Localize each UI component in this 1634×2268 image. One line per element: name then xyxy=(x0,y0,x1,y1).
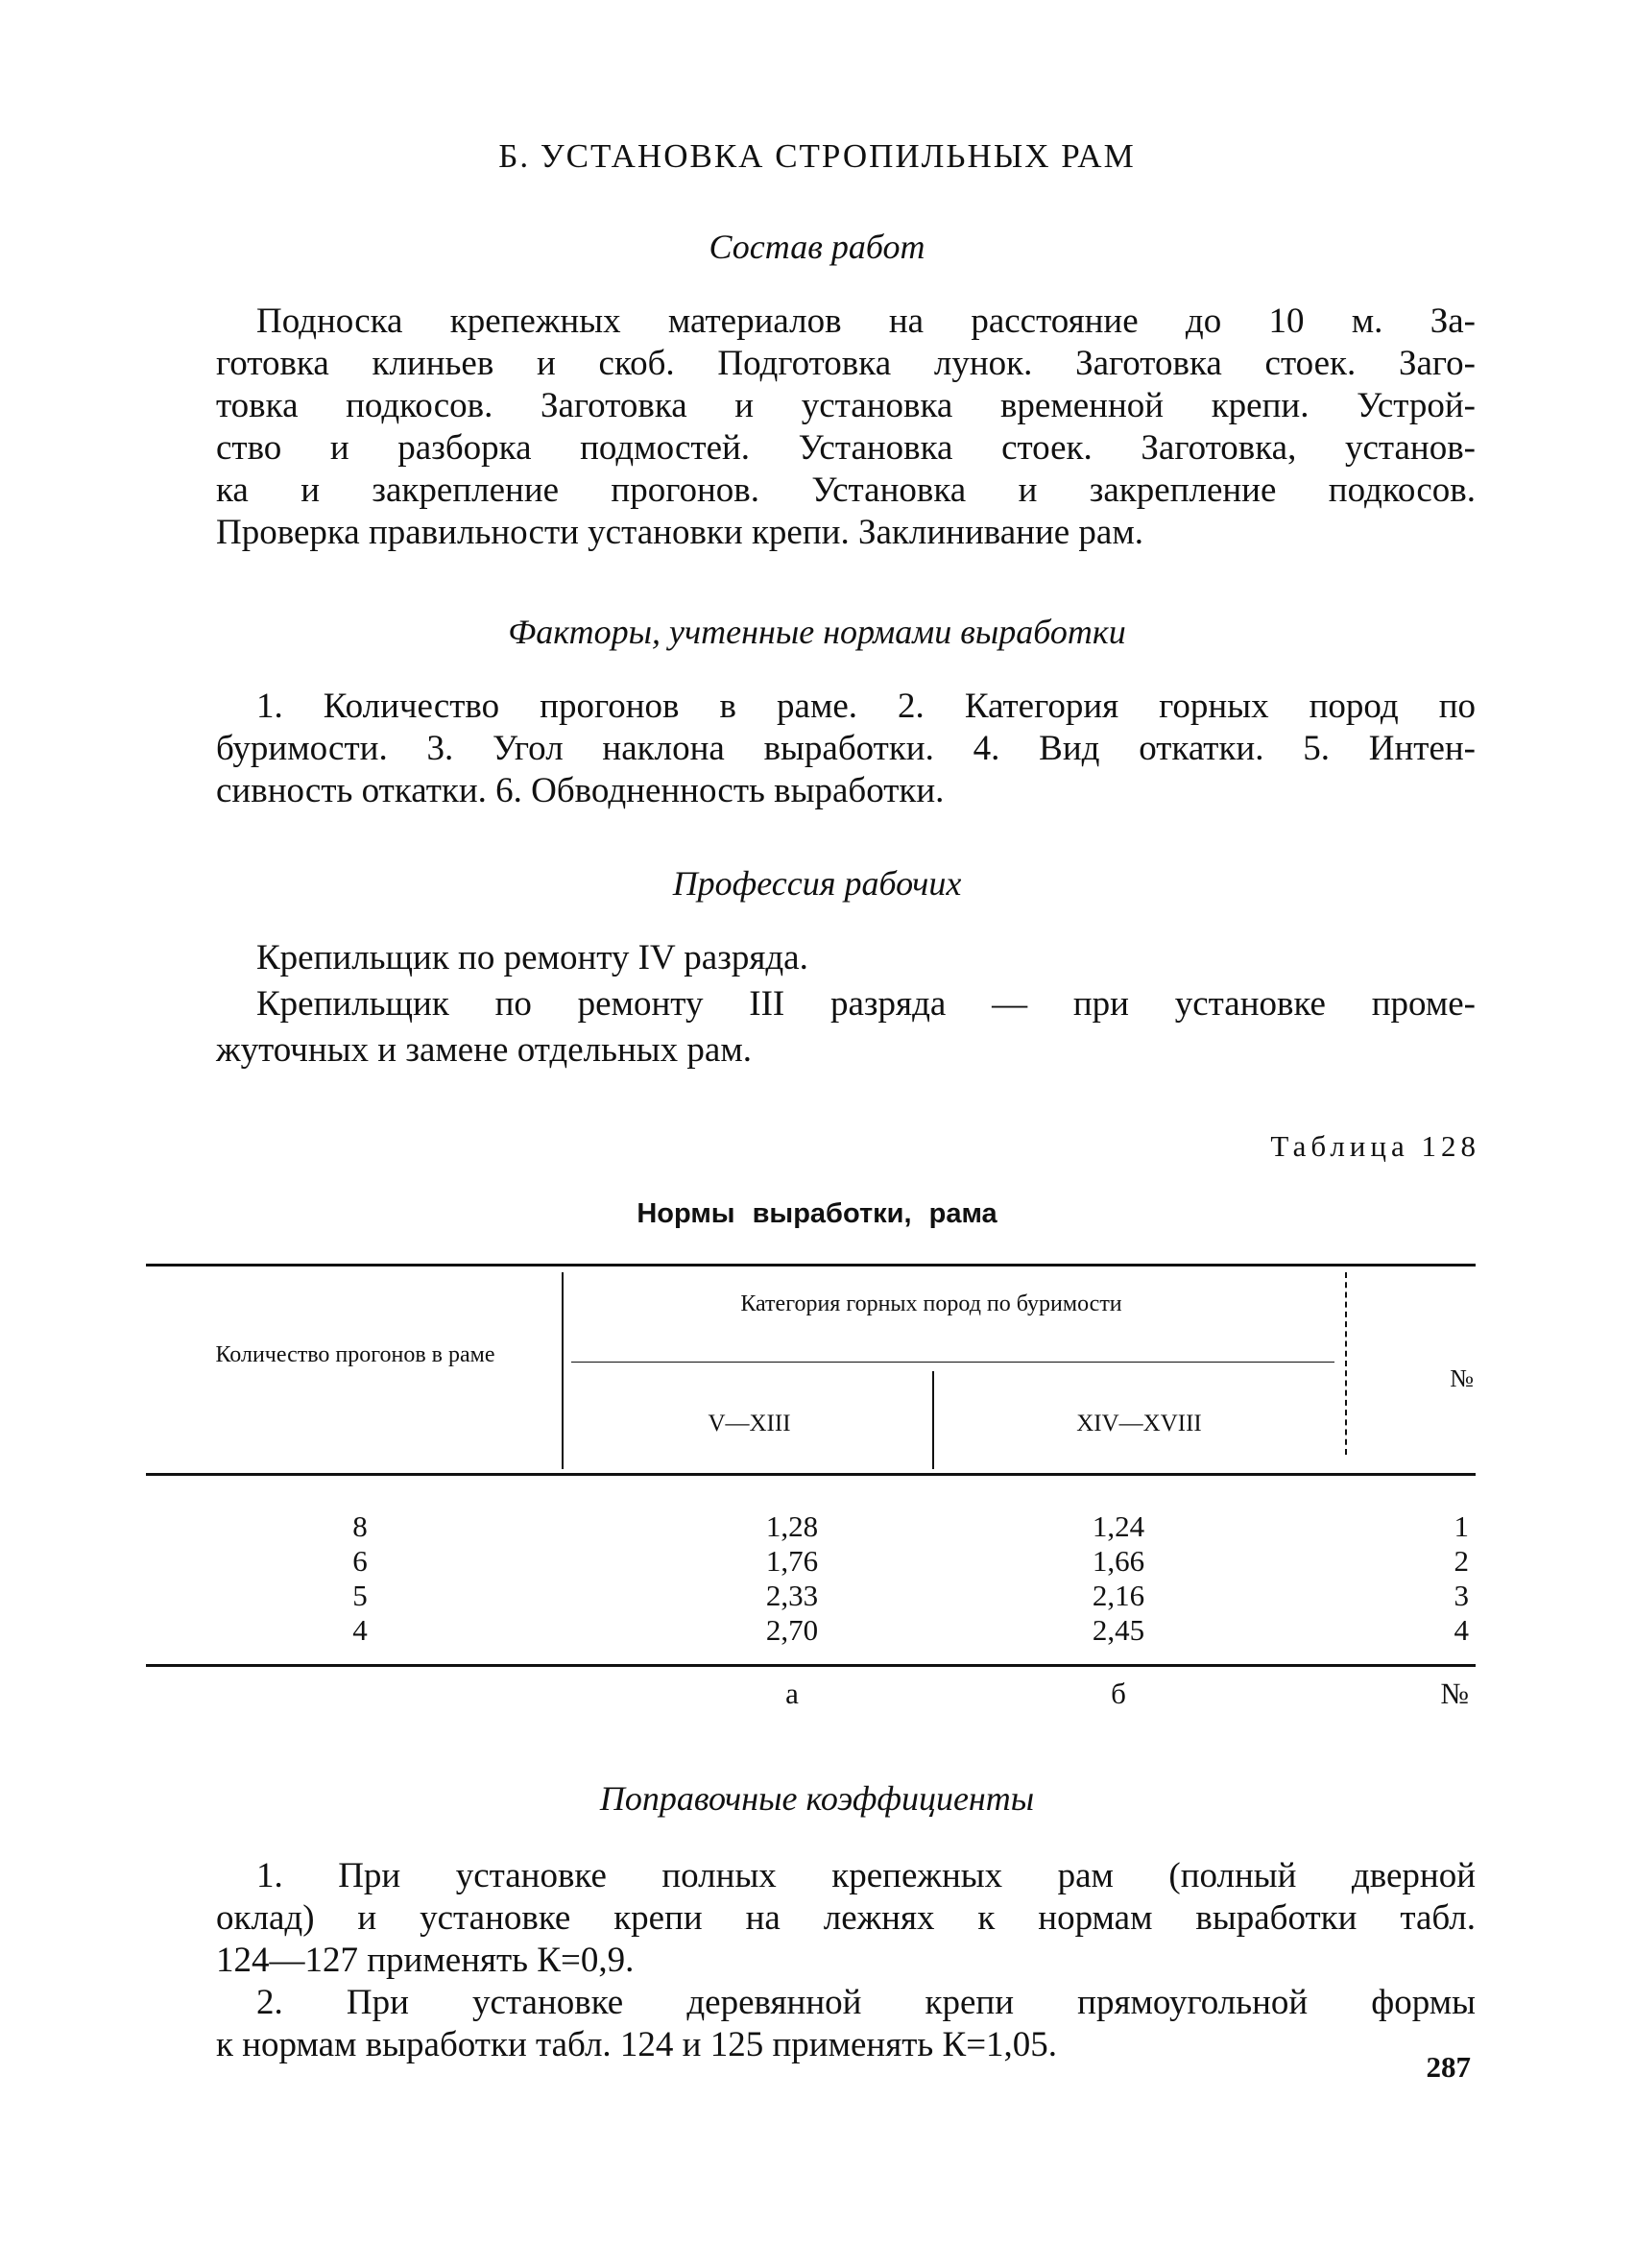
text-line: 124—127 применять К=0,9. xyxy=(216,1941,635,1980)
text-line: Крепильщик по ремонту IV разряда. xyxy=(256,938,808,977)
text-line: товка подкосов. Заготовка и установка временной крепи. Устрой- xyxy=(216,386,1476,425)
text-line: буримости. 3. Угол наклона выработки. 4. Вид откатки. 5. Интен- xyxy=(216,729,1476,768)
page-number: 287 xyxy=(1426,2050,1471,2084)
header-category: Категория горных пород по буримости xyxy=(740,1291,1122,1316)
column-divider xyxy=(1345,1272,1347,1455)
footer-no: № xyxy=(1440,1677,1469,1710)
text-line: сивность откатки. 6. Обводненность выработки. xyxy=(216,771,945,810)
text-line: ство и разборка подмостей. Установка стоек. Заготовка, установ- xyxy=(216,428,1476,468)
table-label: Таблица 128 xyxy=(1270,1129,1480,1163)
profession-paragraph xyxy=(216,935,1476,1074)
text-line: 1. При установке полных крепежных рам (полный дверной xyxy=(256,1856,1476,1895)
cell-a: 1,76 xyxy=(765,1544,819,1578)
cell-count: 5 xyxy=(352,1579,368,1612)
text-line: оклад) и установке крепи на лежнях к нормам выработки табл. xyxy=(216,1898,1476,1938)
text-line: ка и закрепление прогонов. Установка и закрепление подкосов. xyxy=(216,470,1476,510)
header-no: № xyxy=(1450,1364,1474,1392)
text-line: готовка клиньев и скоб. Подготовка лунок. Заготовка стоек. Заго- xyxy=(216,344,1476,383)
cell-a: 2,33 xyxy=(765,1579,819,1612)
cell-no: 3 xyxy=(1454,1579,1469,1612)
cell-count: 4 xyxy=(352,1613,368,1647)
table-top-rule xyxy=(146,1264,1476,1267)
text-line: 2. При установке деревянной крепи прямоугольной формы xyxy=(256,1983,1476,2022)
table-bottom-rule xyxy=(146,1664,1476,1667)
section-title: Б. УСТАНОВКА СТРОПИЛЬНЫХ РАМ xyxy=(498,137,1136,175)
column-divider xyxy=(562,1272,564,1469)
text-line: 1. Количество прогонов в раме. 2. Категория горных пород по xyxy=(256,687,1476,726)
cell-b: 2,16 xyxy=(1092,1579,1145,1612)
cell-a: 1,28 xyxy=(765,1509,819,1543)
cell-no: 1 xyxy=(1454,1509,1469,1543)
cell-b: 1,66 xyxy=(1092,1544,1145,1578)
factors-paragraph xyxy=(216,686,1476,812)
subheader-rule xyxy=(571,1362,1334,1363)
cell-b: 2,45 xyxy=(1092,1613,1145,1647)
corrections-heading: Поправочные коэффициенты xyxy=(599,1779,1035,1818)
text-line: Крепильщик по ремонту III разряда — при установке проме- xyxy=(256,984,1476,1024)
composition-paragraph xyxy=(216,301,1476,554)
cell-count: 6 xyxy=(352,1544,368,1578)
header-sub-a: V—XIII xyxy=(708,1411,791,1436)
text-line: Проверка правильности установки крепи. Заклинивание рам. xyxy=(216,513,1144,552)
header-count: Количество прогонов в раме xyxy=(215,1342,495,1367)
text-line: Подноска крепежных материалов на расстояние до 10 м. За- xyxy=(256,302,1476,341)
corrections-paragraph xyxy=(216,1855,1476,2066)
header-sub-b: XIV—XVIII xyxy=(1076,1411,1202,1436)
composition-heading: Состав работ xyxy=(709,228,925,266)
footer-b: б xyxy=(1111,1677,1126,1710)
profession-heading: Профессия рабочих xyxy=(672,864,962,903)
factors-heading: Факторы, учтенные нормами выработки xyxy=(508,613,1126,651)
cell-b: 1,24 xyxy=(1092,1509,1145,1543)
cell-a: 2,70 xyxy=(765,1613,819,1647)
text-line: к нормам выработки табл. 124 и 125 применять К=1,05. xyxy=(216,2025,1058,2064)
header-bottom-rule xyxy=(146,1473,1476,1476)
cell-no: 4 xyxy=(1454,1613,1469,1647)
footer-a: а xyxy=(785,1677,799,1710)
text-line: жуточных и замене отдельных рам. xyxy=(216,1030,752,1070)
table-title: Нормы выработки, рама xyxy=(637,1198,997,1229)
cell-count: 8 xyxy=(352,1509,368,1543)
cell-no: 2 xyxy=(1454,1544,1469,1578)
